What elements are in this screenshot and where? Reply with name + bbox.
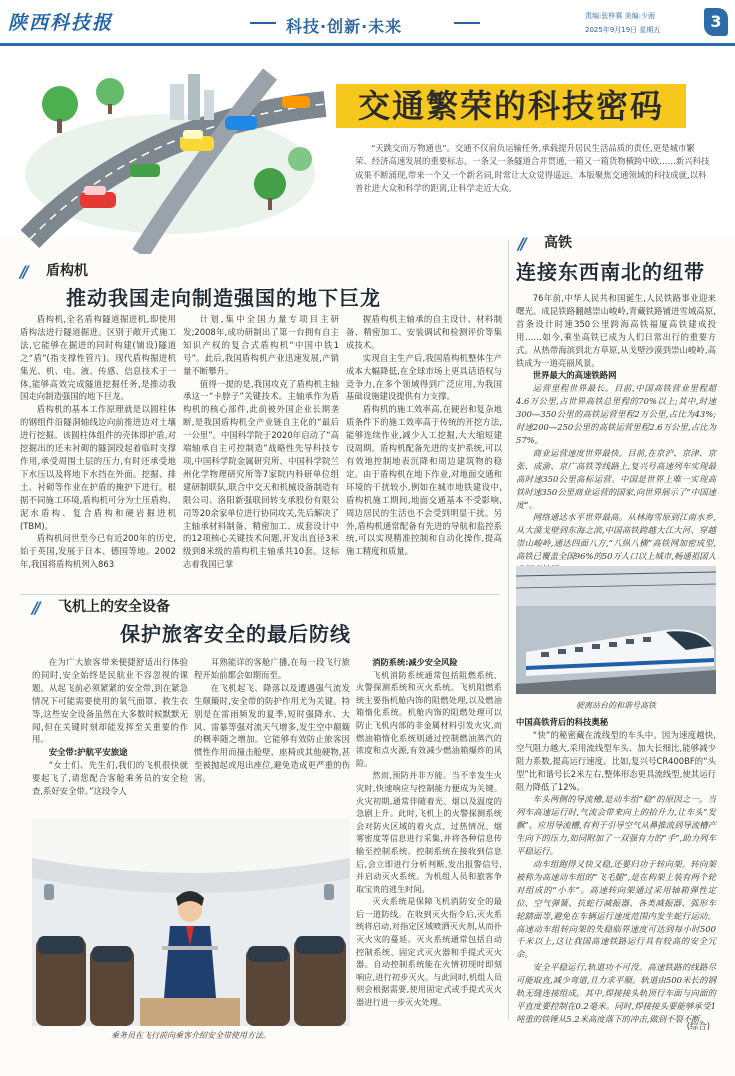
subheading: 中国高铁背后的科技奥秘 bbox=[516, 717, 609, 727]
kicker-slash-icon: // bbox=[20, 262, 26, 281]
hsr-text-top bbox=[516, 292, 716, 576]
hsr-text-bottom bbox=[516, 716, 716, 1026]
hsr-train-photo bbox=[516, 566, 716, 694]
paragraph: 计划,集中全国力量专项目主研发;2008年,成功研制出了第一台拥有自主知识产权的复合式盾构机“中国中铁1号”。此后,我国盾构机产业迅速发展,产销量不断攀升。 bbox=[183, 314, 339, 376]
paragraph: 值得一提的是,我国攻克了盾构机主轴承这一“卡脖子”关键技术。主轴承作为盾构机的核心部件,此前被外国企业长期垄断,是我国盾构机全产业链自主化的“最后一公里”。中国科学院于2020年启动了“高端轴承自主可控制造”战略性先导科技专项,中国科学院金属研究所、中国科学院兰州化学物理研究所等7家院内科研单位组建研制联队,联合中交天和机械设备制造有限公司、洛阳新强联回转支承股份有限公司等20余家单位进行协同攻关,先后解决了主轴承材料制备、精密加工、成套设计中的12项核心关键技术问题,开发出直径3米级到8米级的盾构机主轴承共10套。这标志着我国已掌 bbox=[183, 378, 339, 570]
shield-col-3 bbox=[346, 313, 502, 558]
paragraph: 运营里程世界最长。目前,中国高铁营业里程超4.6万公里,占世界高铁总里程的70%以上;其中,时速300—350公里的高铁运营里程2万公里,占比为43%;时速200—250公里的高铁运营里程2.6万公里,占比为57%。 bbox=[516, 383, 716, 445]
plane-kicker: 飞机上的安全设备 bbox=[58, 599, 170, 615]
shield-headline: 推动我国走向制造强国的地下巨龙 bbox=[66, 286, 381, 310]
page-headline: 交通繁荣的科技密码 bbox=[336, 84, 686, 128]
road-illustration bbox=[20, 64, 330, 254]
cabin-photo-caption: 乘务员在飞行前向乘客介绍安全带使用方法。 bbox=[111, 1031, 271, 1040]
column-divider bbox=[508, 240, 509, 1020]
paragraph: 盾构机,全名盾构隧道掘进机,即使用盾构法进行隧道掘进。区别于敞开式施工法,它能够在掘进的同时构建(铺设)隧道之“盾”(指支撑性管片)。现代盾构掘进机集光、机、电、液、传感、信息技术于一体,能够高效完成隧道挖掘任务,是推动我国走向制造强国的地下巨龙。 bbox=[20, 314, 176, 402]
paragraph: 飞机消防系统通常包括阻燃系统、火警探测系统和灭火系统。飞机阻燃系统主要指机舱内饰的阻燃处理,以及燃油箱惰化系统。机舱内饰的阻燃处理可以防止飞机内部的非金属材料引发火灾,而燃油箱惰化系统则通过控制燃油蒸汽的浓度和点火源,有效减少燃油箱爆炸的风险。 bbox=[356, 669, 502, 768]
paragraph: 盾构机的基本工作原理就是以圆柱体的钢组件沿隧洞轴线边向前推进边对土壤进行挖掘。该圆柱体组件的壳体即护盾,对挖掘出的还未衬砌的隧洞段起着临时支撑作用,承受周围土层的压力,有时还承受地下水压以及将地下水挡在外面。挖掘、排土、衬砌等作业在护盾的掩护下进行。根据不同施工环境,盾构机可分为土压盾构、泥水盾构、复合盾构和硬岩掘进机(TBM)。 bbox=[20, 404, 176, 531]
tagline-deco-right bbox=[454, 22, 480, 24]
paragraph: 车头两侧的导流槽,是动车组“稳”的原因之一。当列车高速运行时,气流会带来向上的抬升力,让车头“发飘”。应用导流槽,有利于引导空气从鼻推流到导流槽产生向下的压力,如同附加了一双强有力的“手”,助力列车平稳运行。 bbox=[516, 794, 716, 857]
paragraph: 76年前,中华人民共和国诞生,人民铁路事业迎来曙光。成昆铁路翻越崇山峻岭,青藏铁路铺进雪域高原,首条设计时速350公里跨海高铁福厦高铁建成投用……如今,乘坐高铁已成为人们日常出行的重要方式。从热带海滨到北方草原,从戈壁沙漠到崇山峻岭,高铁成为一道亮丽风景。 bbox=[516, 293, 716, 368]
paragraph: 在为广大旅客带来便捷舒适出行体验的同时,安全始终是民航业不容忽视的课题。从起飞前必须紧紧的安全带,到在紧急情况下可能需要使用的氧气面罩、救生衣等,这些安全设备虽然在大多数时候默默无闻,但在关键时刻却能发挥至关重要的作用。 bbox=[32, 657, 188, 745]
paragraph: “女士们、先生们,我们的飞机很快就要起飞了,请您配合客舱乘务员的安全检查,系好安全带。”这段令人 bbox=[32, 760, 188, 797]
kicker-slash-icon: // bbox=[518, 234, 524, 253]
tagline-deco-left bbox=[250, 22, 276, 24]
subheading: 世界最大的高速铁路网 bbox=[532, 370, 617, 381]
section-divider bbox=[20, 594, 500, 595]
plane-col-3 bbox=[356, 656, 502, 1009]
paragraph: 盾构机的施工效率高,在硬岩和复杂地质条件下的施工效率高于传统的开挖方法,能够连续作业,减少人工挖掘,大大缩短建设周期。盾构机配备先进的支护系统,可以有效地控制地表沉降和周边建筑物的稳定。由于盾构机在地下作业,对地面交通和环境的干扰较小,例如在城市地铁建设中,盾构机施工期间,地面交通基本不受影响,周边居民的生活也不会受到明显干扰。另外,盾构机通常配备有先进的导航和监控系统,可以实现精准控制和自动化操作,提高施工精度和质量。 bbox=[346, 404, 502, 557]
subheading: 安全带:护航平安旅途 bbox=[48, 747, 128, 758]
paragraph: 然而,预防并非万能。当不幸发生火灾时,快速响应与控制能力便成为关键。火灾初期,通常伴随着光、烟以及温度的急剧上升。此时,飞机上的火警探测系统会对防火区域的着火点、过热情况、烟雾密度等信息进行采集,并将各种信息传输至控制系统。控制系统在接收到信息后,会立即进行分析判断,发出报警信号,并启动灭火系统。为机组人员和旅客争取宝贵的逃生时间。 bbox=[356, 770, 502, 894]
paragraph: 网络通达水平世界最高。从林海雪原到江南水乡,从大漠戈壁到东海之滨,中国高铁跨越大江大河、穿越崇山峻岭,通达四面八方,“八纵八横”高铁网加密成型,高铁已覆盖全国96%的50万人口以上城市,畅通祖国人 bbox=[516, 512, 716, 562]
paragraph: 握盾构机主轴承的自主设计、材料制备、精密加工、安装调试和检测评价等集成技术。 bbox=[346, 314, 502, 350]
subheading: 消防系统:减少安全风险 bbox=[372, 657, 458, 667]
plane-headline: 保护旅客安全的最后防线 bbox=[120, 622, 351, 646]
hsr-kicker: 高铁 bbox=[544, 235, 572, 251]
paragraph: 实现自主生产后,我国盾构机整体生产成本大幅降低,在全球市场上更具话语权与竞争力,在多个领域得到广泛应用,为我国基础设施建设提供有力支撑。 bbox=[346, 352, 502, 402]
cabin-photo bbox=[32, 818, 350, 1026]
date-line: 2025年9月19日 星期五 bbox=[585, 26, 661, 34]
paragraph: “快”的秘密藏在流线型的车头中。因为速度越快,空气阻力越大,采用流线型车头、加大长细比,能够减少阻力系数,提高运行速度。比如,复兴号CR400BF的“头型”比和谐号长2米左右,整体形态更具流线型,使其运行阻力降低了12%。 bbox=[516, 729, 716, 792]
paragraph: 灭火系统是保障飞机消防安全的最后一道防线。在收到灭火指令后,灭火系统将启动,对指定区域喷洒灭火剂,从而扑灭火灾的蔓延。灭火系统通常包括自动控制系统、固定式灭火器和手提式灭火器。自动控制系统能在火情初现时即刻响应,进行初步灭火。与此同时,机组人员则会根据需要,使用固定式或手提式灭火器进行进一步灭火处理。 bbox=[356, 896, 502, 1008]
newspaper-name: 陕西科技报 bbox=[8, 12, 114, 34]
paragraph: 商业运营速度世界最快。目前,在京沪、京津、京张、成渝、京广高铁等线路上,复兴号高速列车实现最高时速350公里高标运营。中国是世界上唯一实现高铁时速350公里商业运营的国家,向世界展示了“中国速度”。 bbox=[516, 447, 716, 510]
page-tagline: 科技·创新·未来 bbox=[286, 17, 403, 36]
plane-col-1 bbox=[32, 656, 188, 798]
paragraph: 在飞机起飞、降落以及遭遇强气流发生颠簸时,安全带的防护作用尤为关键。特别是在雷雨频发的夏季,短时强降水、大风、雷暴等强对流天气增多,发生空中颠簸的概率随之增加。它能够有效防止旅客因惯性作用而撞击舱壁、座椅或其他硬物,甚至被抛起或甩出座位,避免造成更严重的伤害。 bbox=[194, 682, 350, 784]
shield-col-2 bbox=[183, 313, 339, 571]
plane-col-2 bbox=[194, 656, 350, 785]
shield-col-1 bbox=[20, 313, 176, 571]
page-number-badge: 3 bbox=[704, 8, 728, 36]
paragraph: 动车组跑得又快又稳,还要归功于转向架。转向架被称为高速动车组的“飞毛腿”,是在构架上装有两个轮对组成的“小车”。高速转向架通过采用轴箱弹性定位、空气弹簧、抗蛇行减振器、各类减振器、弧形车轮踏面等,避免在车辆运行速度范围内发生蛇行运动。高速动车组转向架的失稳临界速度可达到每小时500千米以上,这让我国高速铁路运行具有较高的安全冗余。 bbox=[516, 858, 716, 960]
editor-line: 责编:张梓赛 美编:少雨 bbox=[585, 12, 655, 20]
shield-kicker: 盾构机 bbox=[46, 263, 88, 279]
paragraph: 耳熟能详的客舱广播,在每一段飞行旅程开始前都会如期而至。 bbox=[194, 657, 350, 680]
hsr-headline: 连接东西南北的纽带 bbox=[516, 260, 705, 284]
paragraph: 盾构机问世至今已有近200年的历史,始于英国,发展于日本、德国等地。2002年,我国将盾构机列入863 bbox=[20, 533, 176, 570]
hsr-photo-caption: 驶离站台的和谐号高铁 bbox=[576, 701, 656, 710]
page-intro: “天跳交而万物通也”。交通不仅肩负运输任务,承载提升居民生活品质的责任,更是城市繁荣、经济高速发展的重要标志。一条又一条隧道合并贯通,一箱又一箱货物横跨中欧……新兴科技成果不断涌现,带来一个又一个新名词,时常让大众觉得遥远。本版聚焦交通领域的科技成就,以科普社进大众和科学的距离,让科学走近大众。 bbox=[355, 143, 710, 194]
byline: (综合) bbox=[686, 1021, 710, 1031]
kicker-slash-icon: // bbox=[32, 598, 38, 617]
paragraph: 安全平稳运行,轨道功不可没。高速铁路的线路尽可能取直,减少弯道,且力求平顺。轨道由500米长的钢轨无缝连接组成。其中,焊接接头轨顶行车面与向面的平直度要控制在0.2毫米。同时,焊接接头要能够承受1吨重的铁锤从5.2米高度落下的冲击,做到不裂不断。 bbox=[516, 962, 716, 1024]
